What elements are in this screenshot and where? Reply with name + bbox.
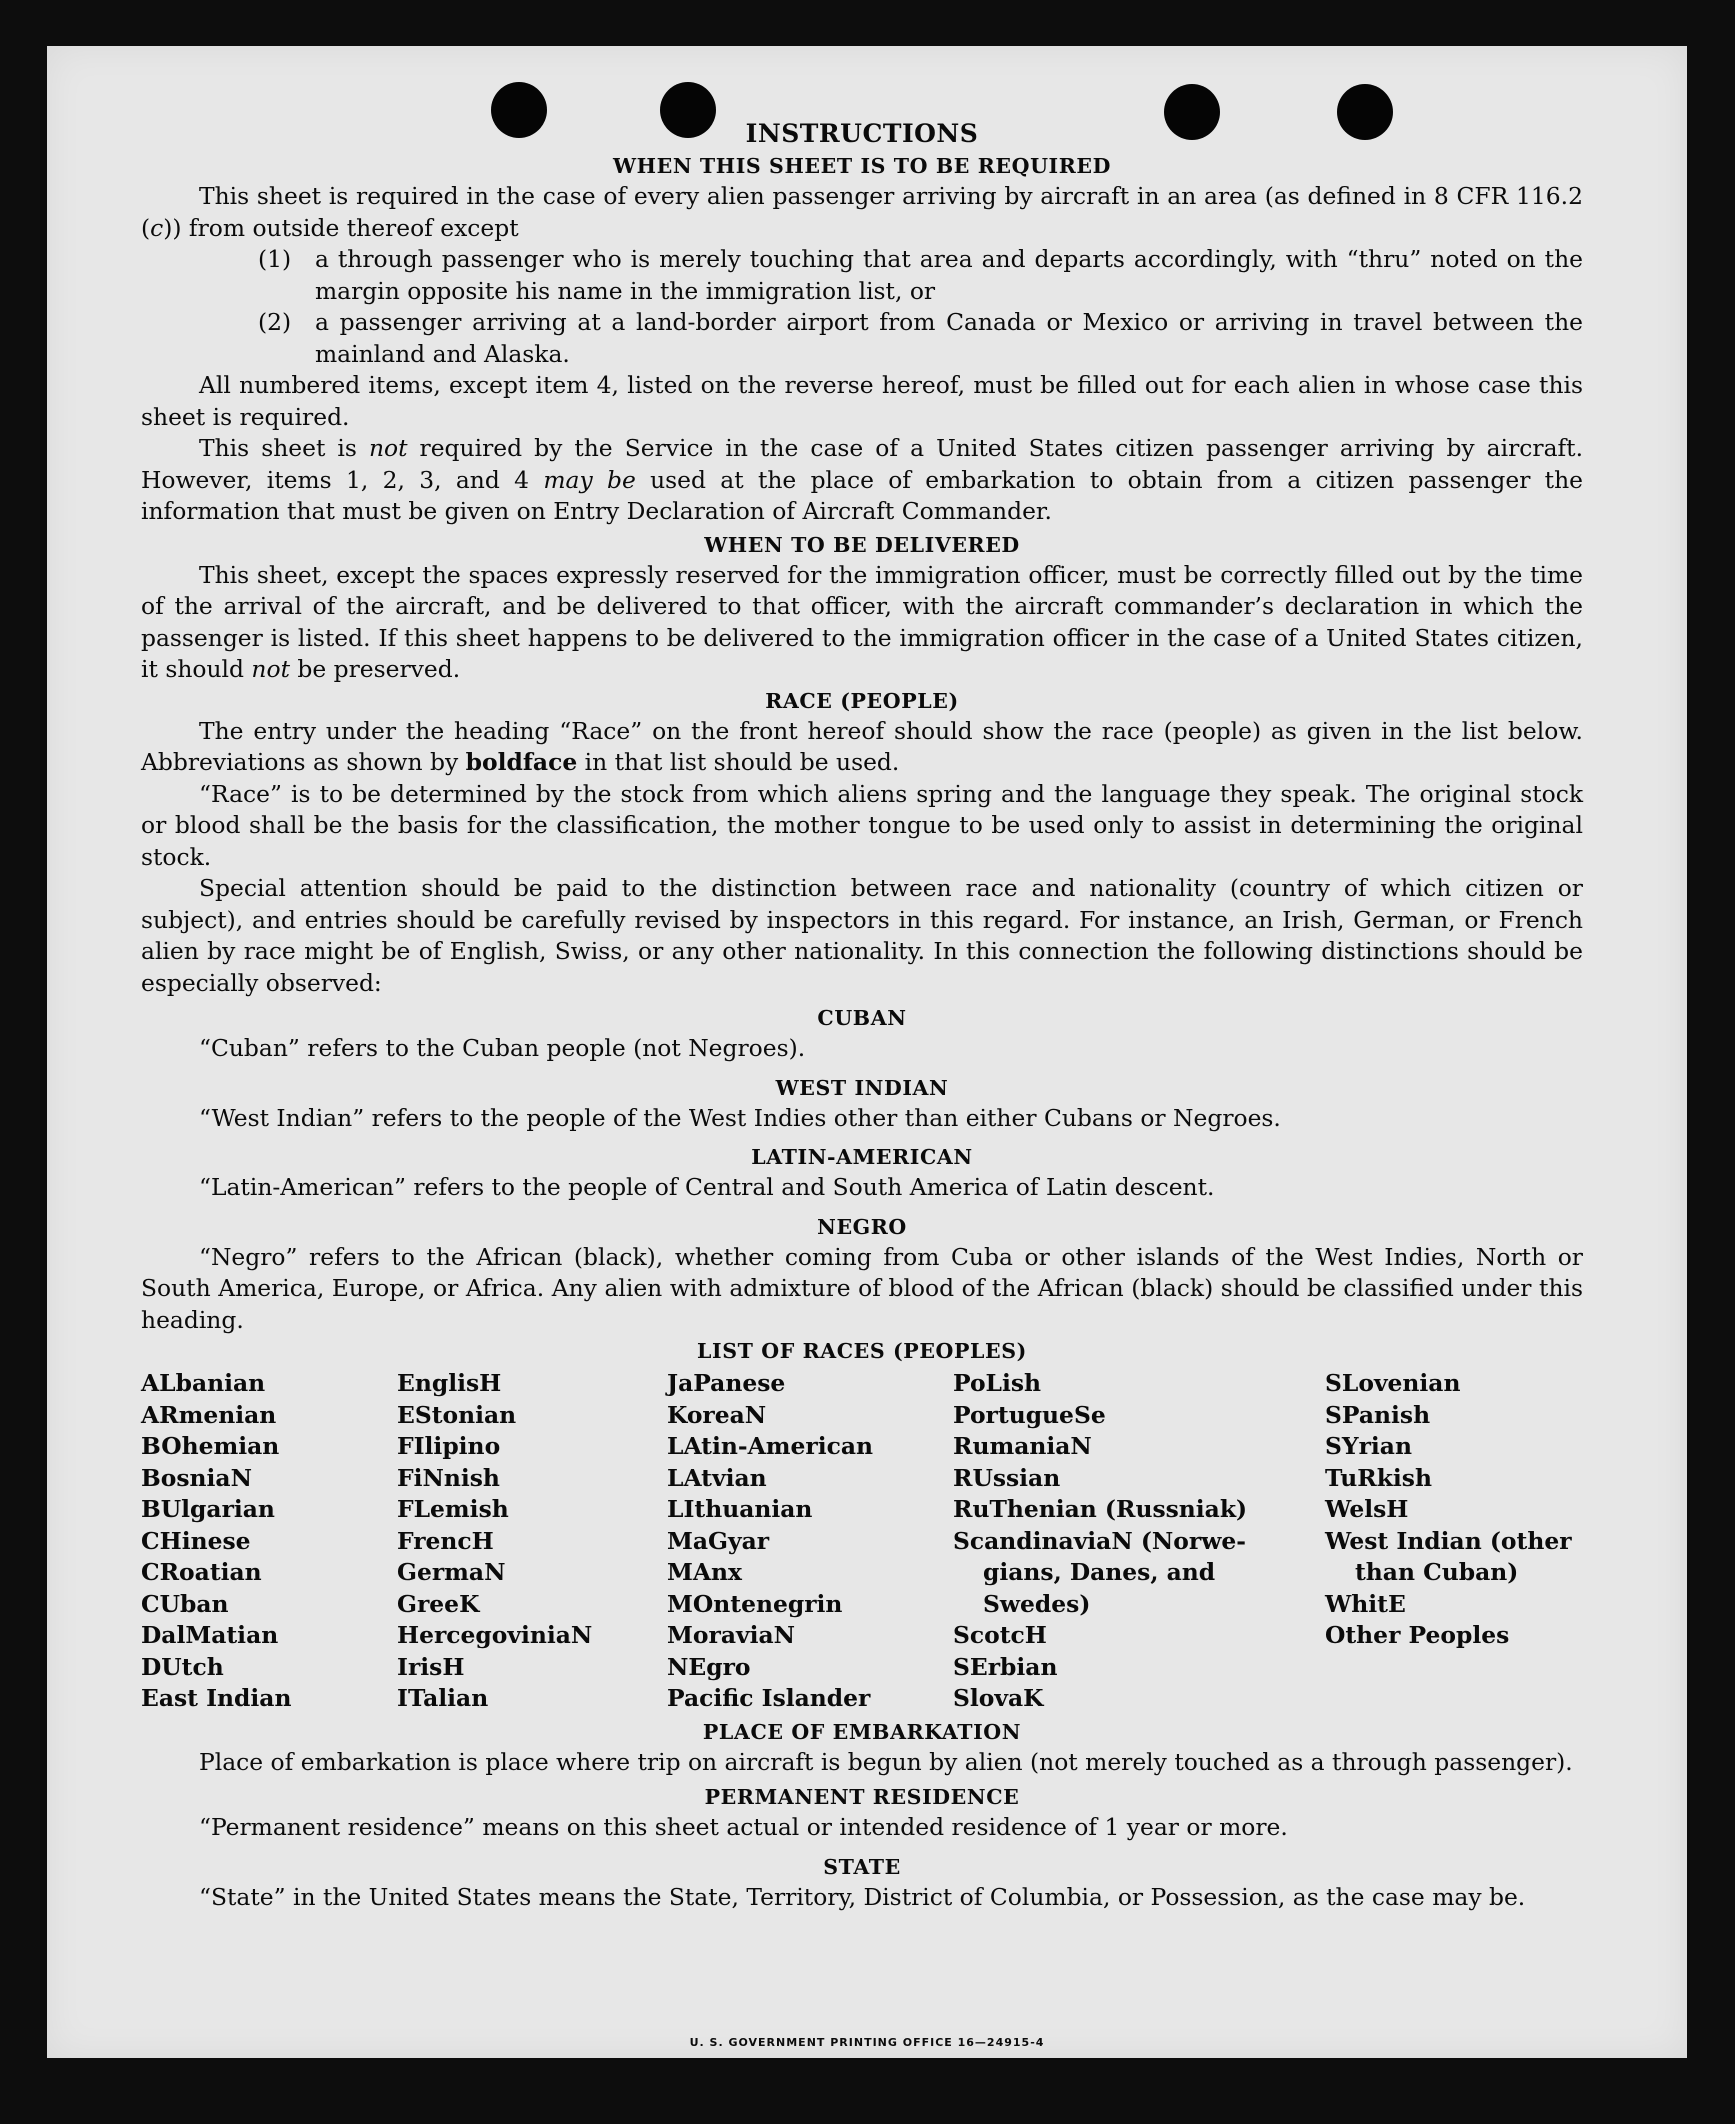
race-entry: FIlipino xyxy=(397,1432,501,1460)
west-indian-definition: “West Indian” refers to the people of the West Indies other than either Cubans or Negroes. xyxy=(199,1103,1281,1132)
section-heading-race: RACE (PEOPLE) xyxy=(765,688,959,713)
section-heading-embarkation: PLACE OF EMBARKATION xyxy=(702,1719,1022,1744)
race-entry: SLovenian xyxy=(1325,1369,1461,1397)
race-entry: RuThenian (Russniak) xyxy=(953,1495,1248,1523)
delivery-paragraph: This sheet, except the spaces expressly reserved for the immigration officer, must be correctly filled out by the time of the arrival of the aircraft, and be delivered to that officer, with the aircraft commander’s declaration in which the passenger is listed. If this sheet happens to be delivered to the immigration officer in the case of a United States citizen, it should not be preserved. xyxy=(141,560,1583,683)
residence-definition: “Permanent residence” means on this sheet actual or intended residence of 1 year or more. xyxy=(199,1813,1288,1841)
race-entry: HercegoviniaN xyxy=(397,1621,593,1649)
section-heading-west-indian: WEST INDIAN xyxy=(775,1075,949,1100)
negro-definition: “Negro” refers to the African (black), whether coming from Cuba or other islands of the West Indies, North or South America, Europe, or Africa. Any alien with admixture of blood of the African (black) should be classified under this heading. xyxy=(141,1242,1583,1334)
latin-american-definition: “Latin-American” refers to the people of Central and South America of Latin descent. xyxy=(199,1173,1215,1201)
race-entry: FLemish xyxy=(397,1495,509,1523)
race-entry: ScandinaviaN (Norwe- xyxy=(953,1526,1246,1555)
race-entry: CRoatian xyxy=(141,1558,262,1586)
race-entry: MoraviaN xyxy=(667,1621,795,1649)
race-entry: ALbanian xyxy=(141,1369,266,1397)
race-entry: LAtvian xyxy=(667,1463,767,1492)
section-heading-list-of-races: LIST OF RACES (PEOPLES) xyxy=(697,1339,1027,1363)
race-entry: SYrian xyxy=(1325,1432,1412,1460)
section-heading-latin-american: LATIN-AMERICAN xyxy=(751,1145,973,1169)
section-heading-when-required: WHEN THIS SHEET IS TO BE REQUIRED xyxy=(613,154,1111,178)
race-entry: BosniaN xyxy=(141,1463,252,1492)
race-paragraph: “Race” is to be determined by the stock from which aliens spring and the language they speak. The original stock or blood shall be the basis for the classification, the mother tongue to be used only to assist in determining the original stock. xyxy=(141,779,1583,871)
race-entry: Other Peoples xyxy=(1325,1621,1510,1649)
printer-imprint: U. S. GOVERNMENT PRINTING OFFICE 16—24915-4 xyxy=(689,2036,1045,2049)
race-entry: SPanish xyxy=(1325,1400,1431,1429)
race-entry: MAnx xyxy=(667,1558,742,1586)
race-paragraph: The entry under the heading “Race” on the front hereof should show the race (people) as given in the list below. Abbreviations as shown by boldface in that list should be used. xyxy=(141,716,1583,776)
race-column xyxy=(667,1368,953,1715)
race-entry: NEgro xyxy=(667,1652,751,1681)
page-title: INSTRUCTIONS xyxy=(745,119,979,148)
race-entry: Swedes) xyxy=(983,1589,1091,1618)
cuban-definition: “Cuban” refers to the Cuban people (not Negroes). xyxy=(199,1034,806,1062)
citizen-paragraph: This sheet is not required by the Service in the case of a United States citizen passenger arriving by aircraft. However, items 1, 2, 3, and 4 may be used at the place of embarkation to obtain from a citizen passenger the information that must be given on Entry Declaration of Aircraft Commander. xyxy=(141,434,1584,525)
section-heading-cuban: CUBAN xyxy=(817,1006,907,1030)
race-entry: MOntenegrin xyxy=(667,1589,843,1618)
race-entry: DalMatian xyxy=(141,1621,279,1649)
race-entry: TuRkish xyxy=(1325,1463,1432,1492)
race-entry: FiNnish xyxy=(397,1463,500,1492)
race-entry: PoLish xyxy=(953,1369,1042,1397)
race-entry: WhitE xyxy=(1325,1589,1406,1618)
race-entry: FrencH xyxy=(397,1526,494,1555)
race-entry: GreeK xyxy=(397,1589,480,1618)
section-heading-when-delivered: WHEN TO BE DELIVERED xyxy=(704,532,1020,557)
race-entry: KoreaN xyxy=(667,1400,767,1429)
state-definition: “State” in the United States means the State, Territory, District of Columbia, or Possession, as the case may be. xyxy=(199,1882,1526,1911)
race-list xyxy=(141,1368,1583,1715)
race-entry: CHinese xyxy=(141,1526,251,1555)
exception-item: (2) a passenger arriving at a land-border airport from Canada or Mexico or arriving in travel between the mainland and Alaska. xyxy=(258,308,1583,368)
race-entry: CUban xyxy=(141,1589,229,1618)
race-column xyxy=(141,1368,397,1715)
race-entry: MaGyar xyxy=(667,1526,770,1555)
race-entry: LAtin-American xyxy=(667,1432,873,1460)
race-column xyxy=(397,1368,667,1715)
race-entry: EStonian xyxy=(397,1400,517,1429)
race-column xyxy=(1325,1368,1583,1715)
race-entry: BOhemian xyxy=(141,1432,280,1460)
race-column xyxy=(953,1368,1325,1715)
race-entry: gians, Danes, and xyxy=(983,1558,1216,1586)
race-entry: EnglisH xyxy=(397,1369,502,1397)
race-entry: WelsH xyxy=(1325,1495,1409,1523)
race-entry: Pacific Islander xyxy=(667,1684,871,1712)
race-entry: LIthuanian xyxy=(667,1495,813,1523)
race-entry: DUtch xyxy=(141,1652,224,1681)
race-entry: than Cuban) xyxy=(1355,1558,1519,1586)
race-entry: SErbian xyxy=(953,1652,1058,1681)
embarkation-definition: Place of embarkation is place where trip on aircraft is begun by alien (not merely touched as a through passenger). xyxy=(199,1747,1573,1776)
race-entry: IrisH xyxy=(397,1652,465,1681)
race-paragraph: Special attention should be paid to the distinction between race and nationality (country of which citizen or subject), and entries should be carefully revised by inspectors in this regard. For instance, an Irish, German, or French alien by race might be of English, Swiss, or any other nationality. In this connection the following distinctions should be especially observed: xyxy=(141,874,1583,997)
race-entry: JaPanese xyxy=(667,1369,786,1397)
race-entry: West Indian (other xyxy=(1325,1526,1572,1555)
instructions-body xyxy=(141,117,1583,1913)
race-entry: PortugueSe xyxy=(953,1400,1106,1429)
exception-item: (1) a through passenger who is merely touching that area and departs accordingly, with “thru” noted on the margin opposite his name in the immigration list, or xyxy=(258,245,1583,305)
section-heading-residence: PERMANENT RESIDENCE xyxy=(704,1785,1020,1809)
race-entry: RUssian xyxy=(953,1463,1061,1492)
numbered-items-paragraph: All numbered items, except item 4, listed on the reverse hereof, must be filled out for each alien in whose case this sheet is required. xyxy=(141,371,1583,431)
section-heading-negro: NEGRO xyxy=(817,1214,907,1239)
race-entry: East Indian xyxy=(141,1684,292,1712)
race-entry: GermaN xyxy=(397,1558,506,1586)
race-entry: ScotcH xyxy=(953,1621,1047,1649)
race-entry: BUlgarian xyxy=(141,1495,275,1523)
race-entry: ITalian xyxy=(397,1684,489,1712)
race-entry: RumaniaN xyxy=(953,1432,1092,1460)
intro-paragraph: This sheet is required in the case of every alien passenger arriving by aircraft in an area (as defined in 8 CFR 116.2 (c)) from outside thereof except xyxy=(141,182,1583,242)
race-entry: SlovaK xyxy=(953,1684,1044,1712)
section-heading-state: STATE xyxy=(823,1854,901,1879)
race-entry: ARmenian xyxy=(141,1400,277,1429)
